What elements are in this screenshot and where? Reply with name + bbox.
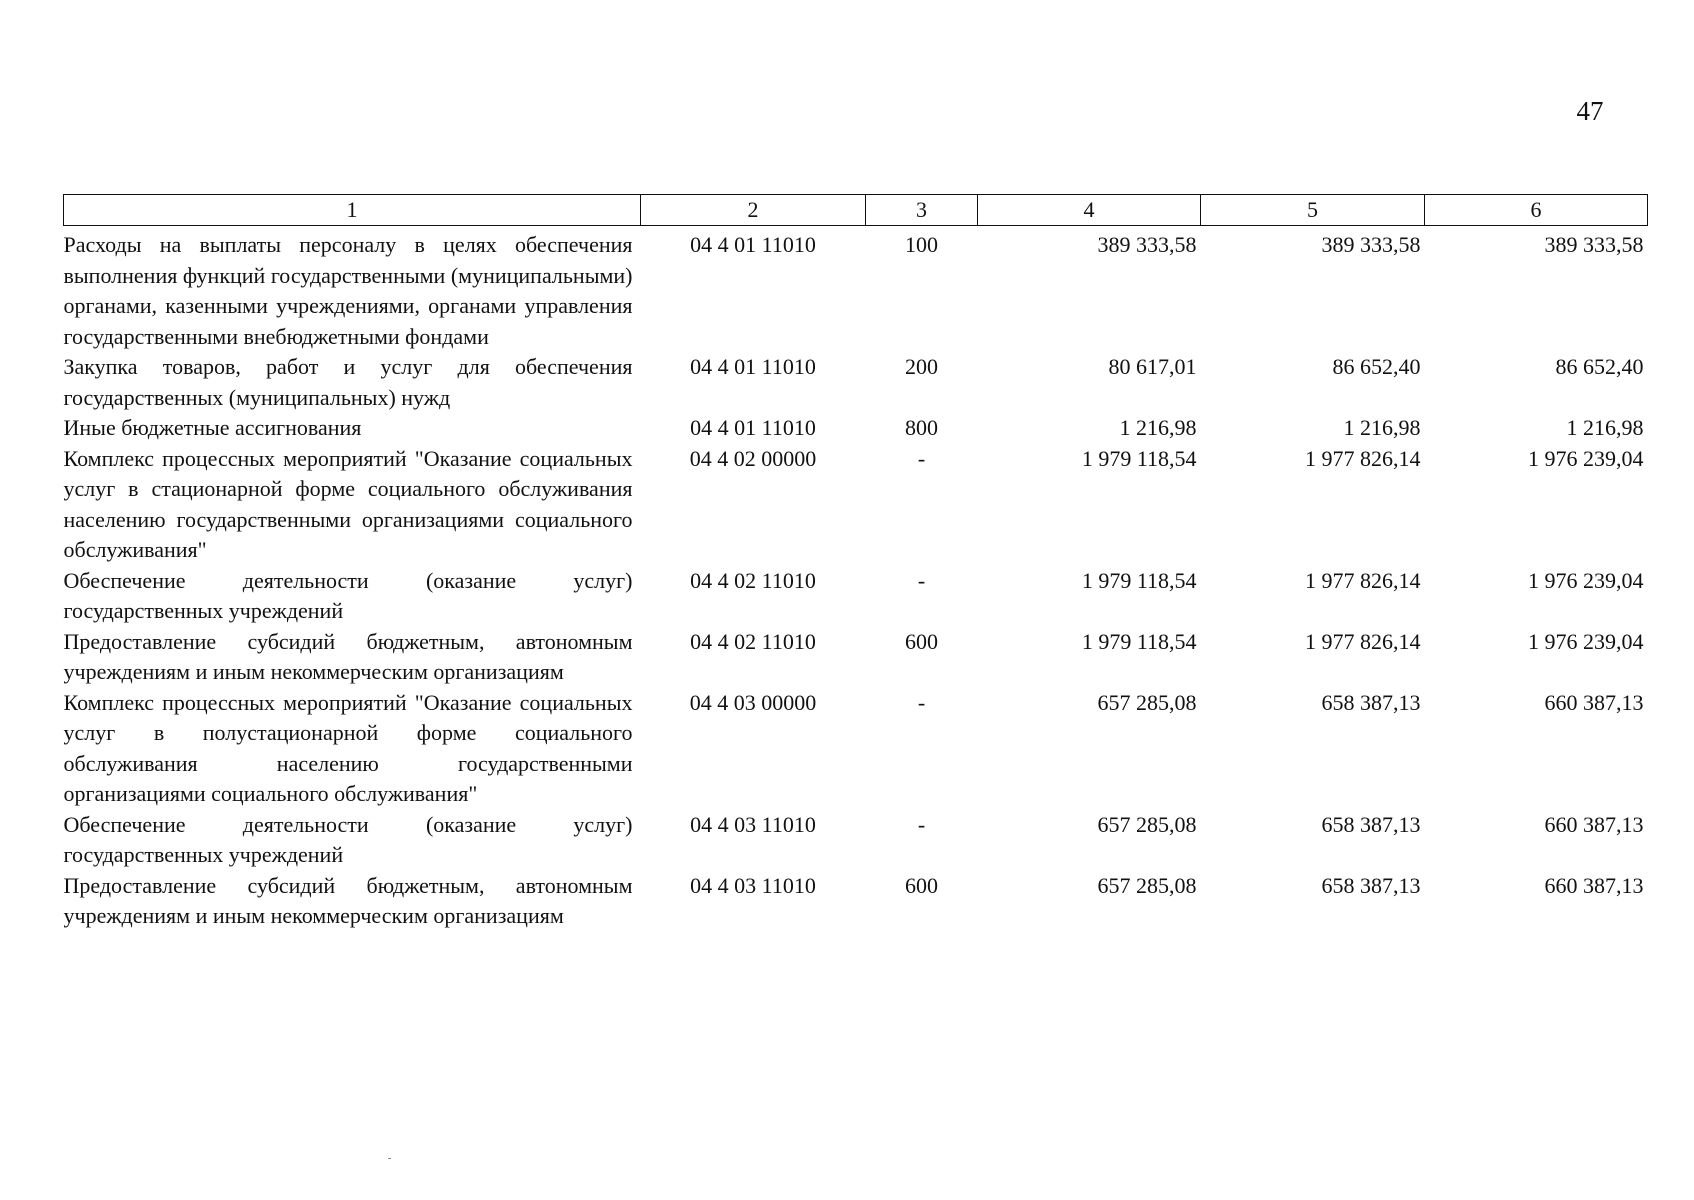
- row-value-3: 660 387,13: [1544, 689, 1644, 715]
- row-value-1: 389 333,58: [1097, 232, 1197, 257]
- row-value-3: 1 976 239,04: [1528, 628, 1644, 654]
- row-value-2: 389 333,58: [1321, 232, 1421, 257]
- scan-speck: [388, 1158, 391, 1159]
- row-name: Обеспечение деятельности (оказание услуг) государственных учреждений: [63, 811, 633, 867]
- row-expense-type: -: [917, 567, 926, 593]
- row-name: Предоставление субсидий бюджетным, автономным учреждениям и иным некоммерческим организациям: [63, 628, 633, 684]
- row-code: 04 4 02 11010: [690, 628, 816, 654]
- row-name: Расходы на выплаты персоналу в целях обеспечения выполнения функций государственными (муниципальными) органами, казенными учреждениями, органами управления государственными внебюджетными фондами: [63, 232, 633, 349]
- table-row: [64, 627, 1648, 688]
- row-value-2: 86 652,40: [1332, 354, 1421, 379]
- row-name: Иные бюджетные ассигнования: [63, 415, 362, 440]
- row-value-1: 657 285,08: [1097, 689, 1197, 715]
- row-code: 04 4 03 11010: [690, 811, 816, 837]
- row-expense-type: 600: [905, 872, 938, 898]
- row-value-2: 658 387,13: [1321, 689, 1421, 715]
- row-expense-type: 100: [905, 232, 938, 257]
- column-number-3: 3: [866, 195, 978, 226]
- row-expense-type: 600: [905, 628, 938, 654]
- table-row: [64, 810, 1648, 871]
- row-value-1: 80 617,01: [1108, 354, 1197, 379]
- row-value-1: 1 979 118,54: [1081, 445, 1197, 471]
- column-number-5: 5: [1201, 195, 1425, 226]
- row-value-2: 1 977 826,14: [1305, 567, 1421, 593]
- row-name: Комплекс процессных мероприятий "Оказание социальных услуг в полустационарной форме социального обслуживания населению государственными организациями социального обслуживания": [63, 689, 633, 806]
- row-name: Предоставление субсидий бюджетным, автономным учреждениям и иным некоммерческим организациям: [63, 872, 633, 928]
- row-value-3: 660 387,13: [1544, 811, 1644, 837]
- row-value-2: 1 977 826,14: [1305, 445, 1421, 471]
- row-value-3: 389 333,58: [1544, 232, 1644, 257]
- table-row: [64, 444, 1648, 566]
- row-expense-type: -: [917, 811, 926, 837]
- row-name: Обеспечение деятельности (оказание услуг) государственных учреждений: [63, 567, 633, 623]
- row-code: 04 4 01 11010: [690, 354, 816, 379]
- row-expense-type: -: [917, 445, 926, 471]
- row-value-2: 658 387,13: [1321, 872, 1421, 898]
- column-number-1: 1: [64, 195, 641, 226]
- row-value-3: 1 976 239,04: [1528, 567, 1644, 593]
- row-value-1: 1 979 118,54: [1081, 567, 1197, 593]
- page-number: 47: [1576, 96, 1604, 126]
- row-code: 04 4 02 11010: [690, 567, 816, 593]
- row-code: 04 4 01 11010: [690, 232, 816, 257]
- table-row: [64, 566, 1648, 627]
- row-value-3: 1 216,98: [1566, 415, 1644, 440]
- column-number-row: [64, 195, 1648, 226]
- row-value-2: 658 387,13: [1321, 811, 1421, 837]
- row-value-1: 657 285,08: [1097, 872, 1197, 898]
- row-value-2: 1 977 826,14: [1305, 628, 1421, 654]
- column-number-2: 2: [641, 195, 866, 226]
- row-code: 04 4 03 00000: [689, 689, 817, 715]
- table-row: [64, 871, 1648, 932]
- row-value-2: 1 216,98: [1343, 415, 1421, 440]
- table-row: [64, 688, 1648, 810]
- row-name: Комплекс процессных мероприятий "Оказание социальных услуг в стационарной форме социального обслуживания населению государственными организациями социального обслуживания": [63, 445, 633, 562]
- table-row: [64, 226, 1648, 353]
- row-expense-type: 800: [905, 415, 938, 440]
- row-code: 04 4 02 00000: [689, 445, 817, 471]
- row-value-1: 1 979 118,54: [1081, 628, 1197, 654]
- row-expense-type: -: [917, 689, 926, 715]
- row-code: 04 4 01 11010: [690, 415, 816, 440]
- row-value-3: 86 652,40: [1555, 354, 1644, 379]
- row-expense-type: 200: [905, 354, 938, 379]
- row-value-1: 1 216,98: [1119, 415, 1197, 440]
- row-code: 04 4 03 11010: [690, 872, 816, 898]
- column-number-6: 6: [1425, 195, 1648, 226]
- row-value-3: 1 976 239,04: [1528, 445, 1644, 471]
- column-number-4: 4: [978, 195, 1201, 226]
- table-row: [64, 413, 1648, 444]
- row-name: Закупка товаров, работ и услуг для обеспечения государственных (муниципальных) нужд: [63, 354, 633, 410]
- budget-table: [63, 194, 1648, 932]
- row-value-1: 657 285,08: [1097, 811, 1197, 837]
- row-value-3: 660 387,13: [1544, 872, 1644, 898]
- table-row: [64, 352, 1648, 413]
